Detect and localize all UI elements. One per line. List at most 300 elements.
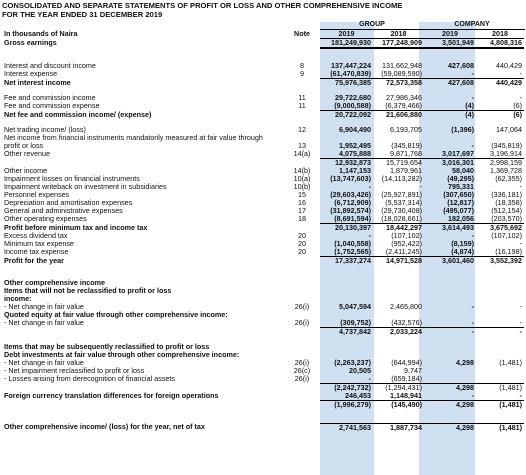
company-2018-value	[476, 265, 524, 272]
statement-row	[2, 55, 524, 62]
note-column-header: Note	[294, 30, 310, 39]
group-2018-value: 1,879,961	[390, 167, 422, 175]
statement-row	[2, 416, 524, 423]
company-2018-value: (1,481)	[499, 383, 522, 392]
company-2018-value: 440,429	[496, 62, 522, 70]
row-label: - Net change in fair value	[4, 359, 84, 367]
company-2018-value: (1,481)	[476, 423, 524, 432]
company-2019-value: 4,298	[456, 359, 474, 367]
company-2019-value: 4,298	[456, 383, 474, 392]
row-label: Net income from financial instruments mandatorily measured at fair value through	[4, 134, 263, 142]
group-2019-value: 246,453	[320, 392, 373, 401]
row-note: 13	[298, 142, 306, 150]
row-label	[2, 336, 284, 343]
group-2018-value: 9,871,768	[373, 150, 424, 159]
group-2019-value	[320, 265, 373, 272]
company-2019-value: -	[471, 232, 474, 240]
group-2018-value: 21,606,880	[386, 110, 422, 119]
group-2019-value: 5,047,594	[339, 303, 371, 311]
statement-rows	[2, 39, 524, 432]
group-2019-value: -	[368, 183, 371, 191]
company-2019-value	[424, 87, 476, 94]
group-2019-value: (9,000,588)	[320, 102, 373, 111]
row-label	[2, 265, 284, 272]
company-2019-value: -	[471, 303, 474, 311]
company-2018-value: (336,181)	[491, 191, 522, 199]
company-2019-value	[424, 134, 476, 142]
group-2018-value	[373, 272, 424, 279]
company-2019-value	[424, 48, 476, 55]
company-2018-value: 3,196,914	[476, 150, 524, 159]
group-2018-value: (14,113,282)	[381, 175, 422, 183]
group-2018-value: 72,573,358	[386, 78, 422, 87]
group-2018-value	[373, 416, 424, 423]
group-2018-value: (432,576)	[373, 319, 424, 328]
group-2019-value: (13,747,603)	[330, 175, 371, 183]
company-2019-value	[424, 343, 476, 351]
statement-row	[2, 111, 524, 120]
group-2018-value: 1,148,941	[373, 392, 424, 401]
row-label: Foreign currency translation differences for foreign operations	[4, 392, 219, 401]
row-note: 26(i)	[294, 359, 310, 367]
row-label: Profit for the year	[4, 256, 64, 265]
group-2018-value: 2,033,224	[390, 327, 422, 336]
row-label: Net trading income/ (loss)	[4, 126, 86, 134]
statement-row	[2, 94, 524, 102]
statement-row	[2, 336, 524, 343]
company-2018-value: -	[476, 70, 524, 79]
row-note	[284, 343, 320, 351]
group-2019-value	[320, 279, 373, 287]
company-2019-value: 58,040	[452, 167, 474, 175]
company-2018-value: 3,552,392	[490, 256, 522, 265]
group-2018-value	[373, 265, 424, 272]
company-2018-value	[476, 295, 524, 303]
company-2018-value: (62,355)	[495, 175, 522, 183]
group-2019-value: -	[320, 375, 373, 384]
group-2019-value: 12,932,873	[335, 158, 371, 167]
group-2018-value	[373, 48, 424, 55]
company-2019-value: 3,501,949	[424, 39, 476, 49]
row-label: Net fee and commission income/ (expense)	[4, 110, 152, 119]
statement-row	[2, 295, 524, 303]
statement-row	[2, 272, 524, 279]
company-2018-value	[476, 87, 524, 94]
group-2019-value	[320, 295, 373, 303]
row-note	[284, 311, 320, 319]
group-2019-value: (2,263,237)	[334, 359, 371, 367]
company-2018-value: 2,998,159	[490, 158, 522, 167]
company-2019-value: -	[471, 327, 474, 336]
company-2018-value: (107,102)	[491, 232, 522, 240]
group-2019-value: 4,737,842	[339, 327, 371, 336]
row-note	[284, 55, 320, 62]
statement-row	[2, 150, 524, 159]
statement-row	[2, 199, 524, 207]
group-2018-value: 27,986,346	[386, 94, 422, 102]
row-label: General and administrative expenses	[4, 207, 123, 215]
statement-row	[2, 79, 524, 88]
income-statement-table	[2, 30, 524, 432]
company-2018-value	[476, 55, 524, 62]
row-note: 20	[298, 232, 306, 240]
company-2019-value: -	[424, 392, 476, 401]
statement-title-line2: FOR THE YEAR ENDED 31 DECEMBER 2019	[2, 10, 163, 19]
row-label: Interest expense	[4, 70, 58, 79]
company-2018-value: 440,429	[496, 78, 522, 87]
group-2018-value	[373, 351, 424, 359]
company-2019-value: -	[424, 319, 476, 328]
row-label: Fee and commission expense	[4, 102, 100, 111]
row-label: Debt investments at fair value through other comprehensive income:	[4, 351, 240, 359]
statement-row	[2, 167, 524, 175]
group-2018-value	[373, 336, 424, 343]
group-2019-value	[320, 287, 373, 295]
company-2019-value	[424, 279, 476, 287]
row-label	[2, 159, 284, 168]
company-2019-value	[424, 265, 476, 272]
statement-row	[2, 48, 524, 55]
row-label: Net interest income	[4, 78, 71, 87]
group-2018-value: 14,971,528	[386, 256, 422, 265]
company-2018-value	[476, 409, 524, 416]
row-label	[2, 48, 284, 55]
company-2018-value: -	[519, 183, 522, 191]
statement-row	[2, 142, 524, 150]
row-note	[284, 272, 320, 279]
company-2018-value: (512,154)	[491, 207, 522, 215]
company-2019-value	[424, 272, 476, 279]
company-2019-value: 3,017,697	[424, 150, 476, 159]
company-2018-value: -	[476, 392, 524, 401]
group-2019-value	[320, 336, 373, 343]
row-note: 11	[298, 102, 306, 111]
statement-row	[2, 303, 524, 311]
group-2018-value: 9,747	[404, 367, 422, 375]
row-label	[2, 119, 284, 126]
group-2019-value: 20,505	[349, 367, 371, 375]
row-label: Other income	[4, 167, 48, 175]
row-label: Excess dividend tax	[4, 232, 68, 240]
row-note: 26(i)	[294, 303, 310, 311]
statement-row	[2, 409, 524, 416]
group-2019-value: 1,147,153	[339, 167, 371, 175]
group-2018-value: (107,102)	[391, 232, 422, 240]
row-label: - Net change in fair value	[4, 319, 84, 328]
company-2018-value: 1,369,728	[490, 167, 522, 175]
row-note	[284, 401, 320, 410]
group-2018-value	[373, 87, 424, 94]
company-2019-value	[424, 295, 476, 303]
company-2018-value: 4,808,316	[476, 39, 524, 49]
row-note	[284, 111, 320, 120]
statement-row	[2, 87, 524, 94]
group-2019-value: 20,130,397	[335, 223, 371, 232]
company-2018-value	[476, 272, 524, 279]
row-note	[284, 119, 320, 126]
group-2019-value	[320, 119, 373, 126]
group-2018-value	[373, 55, 424, 62]
group-2018-value	[373, 279, 424, 287]
group-2018-value: (952,422)	[391, 240, 422, 248]
group-2019-value	[320, 55, 373, 62]
group-2019-value: (61,470,839)	[320, 70, 373, 79]
row-note	[284, 409, 320, 416]
row-label	[2, 401, 284, 410]
group-2019-value: (2,242,732)	[334, 383, 371, 392]
company-2018-value	[476, 134, 524, 142]
company-2019-value	[424, 55, 476, 62]
row-note	[284, 287, 320, 295]
group-2019-value: 2,741,563	[320, 423, 373, 432]
statement-row	[2, 287, 524, 295]
company-2018-header: 2018	[476, 30, 524, 39]
statement-row	[2, 319, 524, 328]
row-note: 17	[298, 207, 306, 215]
group-2019-value: 29,722,680	[335, 94, 371, 102]
row-label	[2, 409, 284, 416]
statement-row	[2, 232, 524, 240]
statement-row	[2, 401, 524, 410]
row-note	[284, 423, 320, 432]
group-2019-value	[320, 272, 373, 279]
row-label: profit or loss	[4, 142, 44, 150]
group-2018-value: (18,028,661)	[373, 215, 424, 224]
company-2019-value: 427,608	[448, 62, 474, 70]
group-2019-value: 4,075,888	[320, 150, 373, 159]
row-note: 26(i)	[294, 319, 310, 328]
company-2018-value: (18,358)	[495, 199, 522, 207]
row-label: - Losses arising from derecognition of financial assets	[4, 375, 175, 384]
row-label: Other comprehensive income	[4, 279, 106, 287]
row-label: Other comprehensive income/ (loss) for the year, net of tax	[4, 423, 205, 432]
company-2018-value	[476, 351, 524, 359]
group-2018-value	[373, 287, 424, 295]
company-2018-value: (16,198)	[476, 248, 524, 257]
row-note	[284, 134, 320, 142]
group-2019-value	[320, 343, 373, 351]
group-2019-value: (8,691,594)	[320, 215, 373, 224]
group-2018-header: 2018	[373, 30, 424, 39]
company-2019-value: 3,016,301	[442, 158, 474, 167]
company-2019-value: 182,056	[424, 215, 476, 224]
group-2018-value: 1,887,734	[373, 423, 424, 432]
row-note: 14(a)	[293, 150, 311, 159]
row-label	[2, 384, 284, 393]
row-note: 10(b)	[293, 183, 311, 191]
group-2019-value: (29,603,426)	[330, 191, 371, 199]
statement-row	[2, 328, 524, 337]
company-2018-value: (1,481)	[499, 400, 522, 409]
statement-row	[2, 351, 524, 359]
group-2019-value: 1,952,495	[339, 142, 371, 150]
statement-row	[2, 207, 524, 215]
group-2018-value: (25,927,891)	[381, 191, 422, 199]
row-note: 10(a)	[293, 175, 311, 183]
group-2019-value	[320, 311, 373, 319]
statement-row	[2, 367, 524, 375]
row-note: 12	[298, 126, 306, 134]
row-note: 14(b)	[293, 167, 311, 175]
statement-row	[2, 70, 524, 79]
row-label: Gross earnings	[4, 38, 57, 48]
company-2019-value: (4,874)	[424, 248, 476, 257]
company-2018-value: (203,570)	[476, 215, 524, 224]
company-2018-value	[476, 48, 524, 55]
row-note: 16	[298, 199, 306, 207]
company-2019-value: (8,159)	[451, 240, 474, 248]
company-2019-value: 4,298	[456, 400, 474, 409]
company-2018-value	[476, 287, 524, 295]
group-2019-value: 137,447,224	[331, 62, 371, 70]
company-2019-value: (4)	[465, 110, 474, 119]
company-2019-value: (49,295)	[447, 175, 474, 183]
row-note: 26(i)	[294, 375, 310, 384]
company-2018-value	[476, 367, 524, 375]
row-label	[2, 328, 284, 337]
group-2018-value: 2,465,800	[390, 303, 422, 311]
group-2018-value: (6,379,466)	[373, 102, 424, 111]
group-2019-value: (309,752)	[320, 319, 373, 328]
group-2019-value: (1,996,279)	[334, 400, 371, 409]
company-2019-value	[424, 416, 476, 423]
row-label: Profit before minimum tax and income tax	[4, 223, 148, 232]
statement-title	[2, 1, 402, 19]
company-2018-value	[476, 375, 524, 384]
group-2018-value	[373, 119, 424, 126]
row-note: 15	[298, 191, 306, 199]
company-2019-value: (4)	[424, 102, 476, 111]
row-label: Income tax expense	[4, 248, 69, 257]
company-2018-value: (6)	[513, 110, 522, 119]
statement-row	[2, 159, 524, 168]
row-label: - Net impairment reclassified to profit or loss	[4, 367, 145, 375]
statement-row	[2, 191, 524, 199]
row-label: Quoted equity at fair value through other comprehensive income:	[4, 311, 228, 319]
statement-row	[2, 279, 524, 287]
company-column-header: COMPANY	[419, 21, 525, 30]
group-2019-value: 181,249,930	[320, 39, 373, 49]
group-2018-value: (145,490)	[391, 400, 422, 409]
row-label: Fee and commission income	[4, 94, 96, 102]
row-label: Items that may be subsequently reclassified to profit or loss	[4, 343, 210, 351]
group-2018-value: 177,248,909	[373, 39, 424, 49]
group-2018-value: (29,730,408)	[381, 207, 422, 215]
row-note: 20	[298, 248, 306, 257]
table-header-row	[2, 30, 524, 39]
group-2019-value	[320, 416, 373, 423]
statement-row	[2, 257, 524, 266]
row-note	[284, 416, 320, 423]
company-2019-value	[424, 375, 476, 384]
company-2018-value	[476, 311, 524, 319]
group-2018-value: (5,537,314)	[385, 199, 422, 207]
row-note	[284, 336, 320, 343]
statement-row	[2, 175, 524, 183]
row-label: Items that will not be reclassified to profit or loss	[4, 287, 172, 295]
row-note	[284, 257, 320, 266]
row-label	[2, 416, 284, 423]
row-label: Impairment writeback on investment in subsidiaries	[4, 183, 167, 191]
company-2018-value: 3,675,692	[490, 223, 522, 232]
group-2019-value	[320, 87, 373, 94]
group-2018-value: 18,442,297	[386, 223, 422, 232]
company-2018-value: (1,481)	[499, 359, 522, 367]
statement-title-line1: CONSOLIDATED AND SEPARATE STATEMENTS OF PROFIT OR LOSS AND OTHER COMPREHENSIVE INCOME	[2, 1, 403, 10]
group-2018-value: (659,184)	[373, 375, 424, 384]
group-2019-value	[320, 409, 373, 416]
statement-row	[2, 183, 524, 191]
group-2018-value: (644,994)	[391, 359, 422, 367]
statement-row	[2, 240, 524, 248]
company-2018-value: (345,819)	[491, 142, 522, 150]
row-label: Minimum tax expense	[4, 240, 74, 248]
company-2019-value: 3,601,460	[442, 256, 474, 265]
statement-row	[2, 392, 524, 401]
statement-row	[2, 224, 524, 233]
units-label: In thousands of Naira	[4, 30, 78, 39]
statement-row	[2, 126, 524, 134]
row-note	[284, 328, 320, 337]
row-note	[284, 224, 320, 233]
row-note: 11	[298, 94, 306, 102]
statement-row	[2, 102, 524, 111]
statement-row	[2, 423, 524, 432]
company-2019-header: 2019	[424, 30, 476, 39]
statement-row	[2, 384, 524, 393]
group-2019-value: (1,752,565)	[320, 248, 373, 257]
company-2019-value: 4,298	[424, 423, 476, 432]
row-note	[284, 79, 320, 88]
row-note	[284, 295, 320, 303]
group-2019-value: 6,904,490	[339, 126, 371, 134]
statement-row	[2, 215, 524, 224]
statement-row	[2, 248, 524, 257]
statement-row	[2, 311, 524, 319]
group-2019-value: (1,040,558)	[334, 240, 371, 248]
row-note	[284, 48, 320, 55]
company-2019-value: (495,077)	[443, 207, 474, 215]
row-note: 26(c)	[293, 367, 311, 375]
company-2018-value: -	[519, 303, 522, 311]
company-2019-value	[424, 287, 476, 295]
company-2019-value: -	[471, 142, 474, 150]
company-2019-value	[424, 351, 476, 359]
group-2019-value	[320, 351, 373, 359]
row-note	[284, 384, 320, 393]
group-2019-value: (6,712,909)	[334, 199, 371, 207]
group-2018-value	[373, 343, 424, 351]
company-2019-value	[424, 311, 476, 319]
group-2018-value: (2,411,245)	[373, 248, 424, 257]
company-2018-value: -	[476, 319, 524, 328]
row-note	[284, 392, 320, 401]
company-2019-value: 427,608	[448, 78, 474, 87]
statement-row	[2, 359, 524, 367]
company-2019-value	[424, 409, 476, 416]
row-note: 18	[298, 215, 306, 224]
group-2018-value	[373, 295, 424, 303]
row-note	[284, 87, 320, 94]
company-2018-value: -	[519, 94, 522, 102]
statement-row	[2, 375, 524, 384]
company-2018-value	[476, 416, 524, 423]
group-2018-value: (1,294,431)	[385, 383, 422, 392]
group-2018-value	[373, 134, 424, 142]
company-2018-value	[476, 336, 524, 343]
company-2019-value: (1,396)	[451, 126, 474, 134]
row-label: Other revenue	[4, 150, 50, 159]
